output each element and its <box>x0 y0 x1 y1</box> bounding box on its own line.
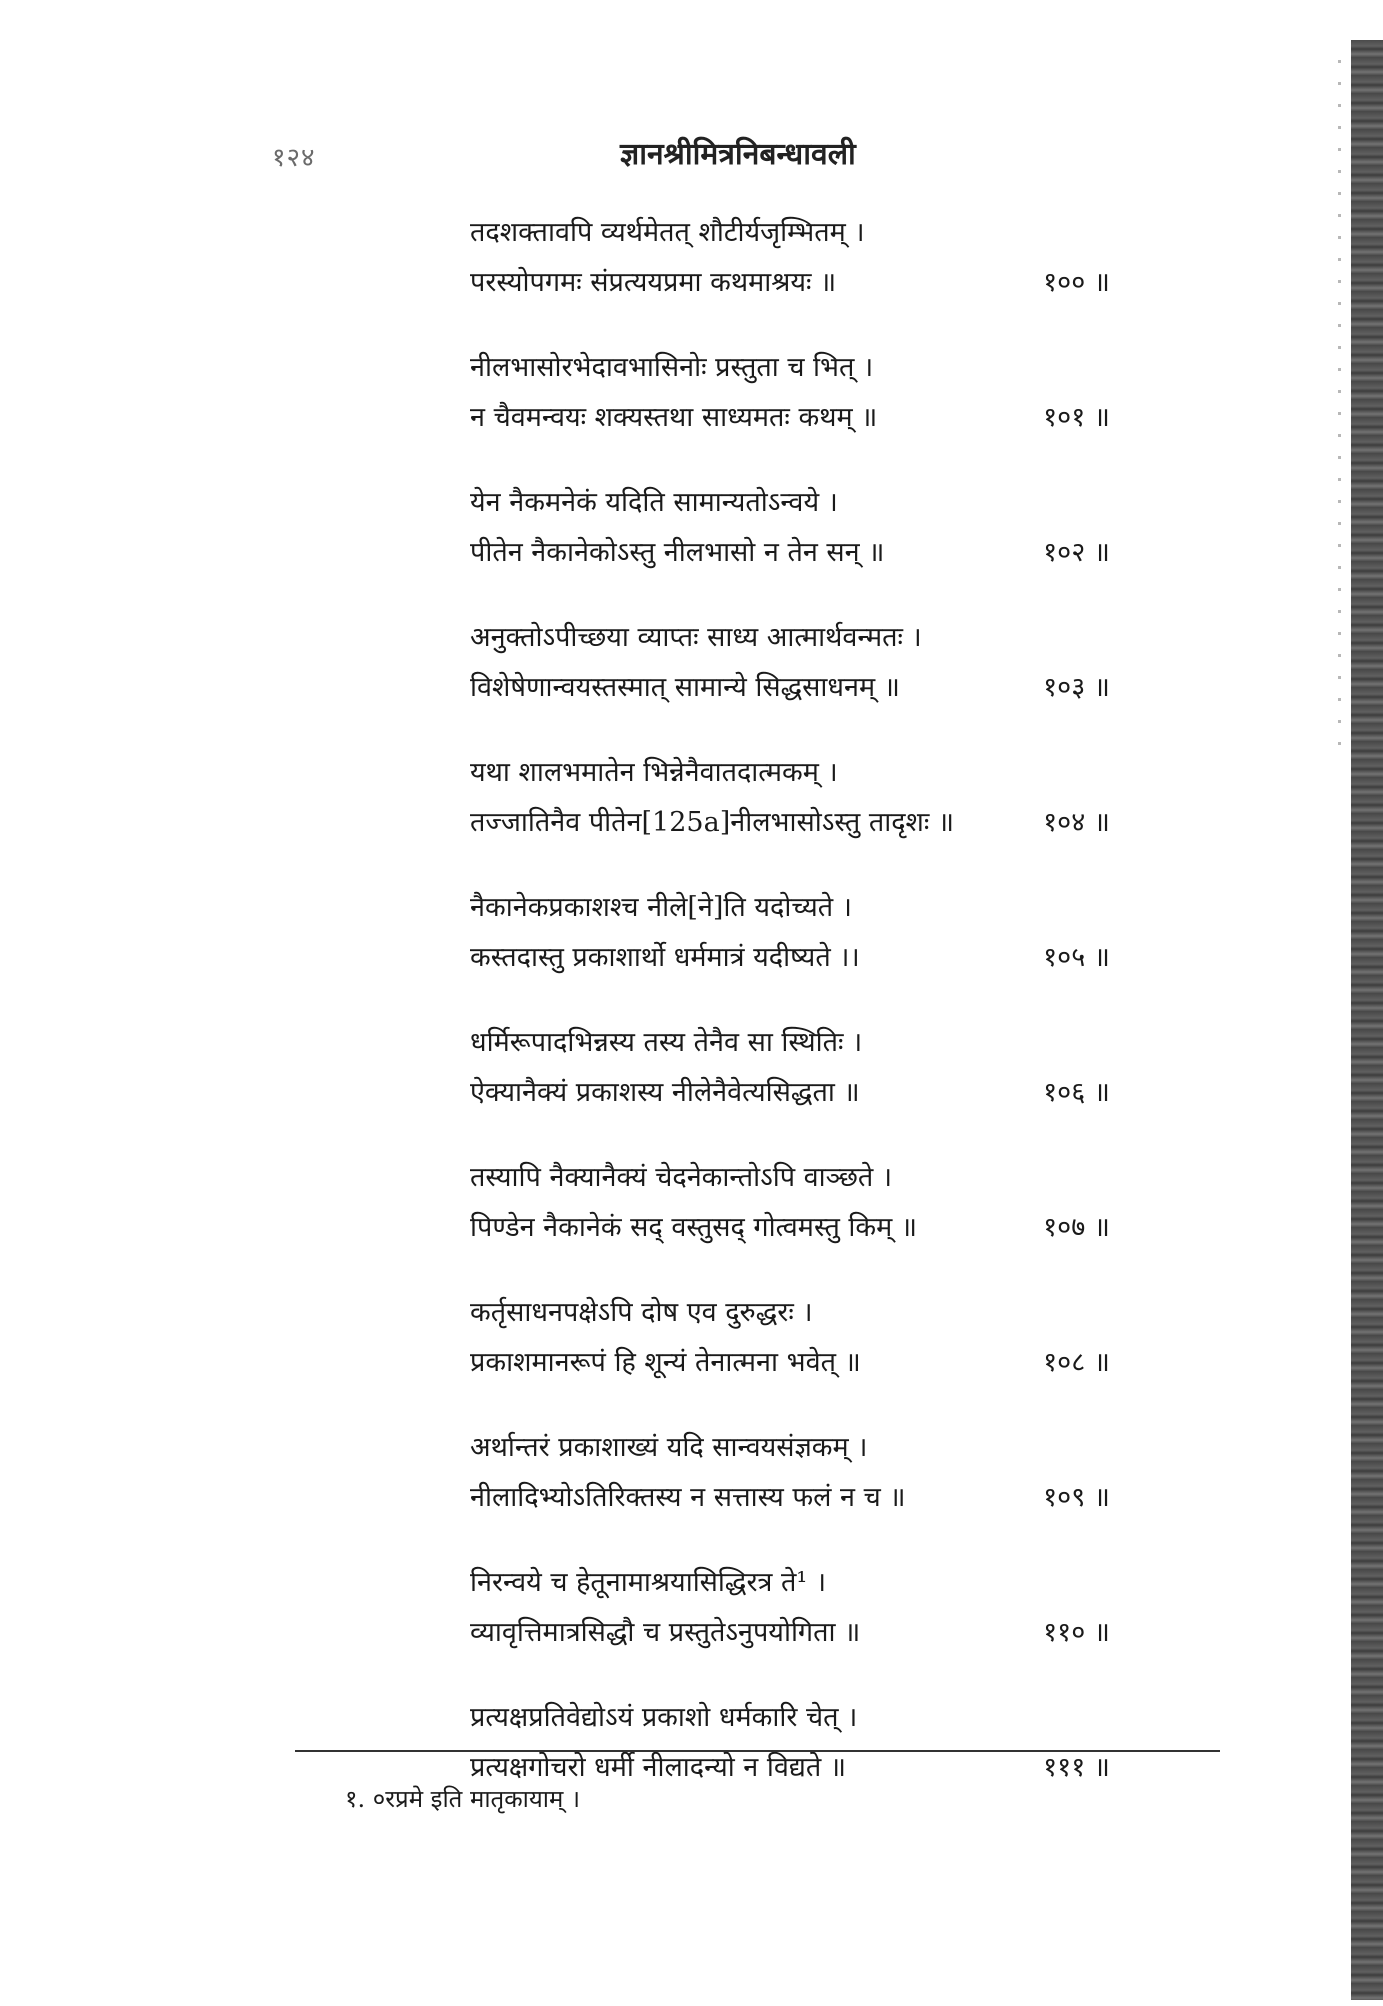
verse-line-b <box>470 1203 1110 1253</box>
verse-number: १०० ॥ <box>1043 267 1110 298</box>
verse-text: न चैवमन्वयः शक्यस्तथा साध्यमतः कथम् ॥ <box>470 402 878 433</box>
verse-text: कस्तदास्तु प्रकाशार्थो धर्ममात्रं यदीष्यते ।। <box>470 942 860 973</box>
verse-text: नीलादिभ्योऽतिरिक्तस्य न सत्तास्य फलं न च ॥ <box>470 1482 906 1513</box>
verse-number: १०८ ॥ <box>1043 1347 1110 1378</box>
verse-line-a: तस्यापि नैक्यानैक्यं चेदनेकान्तोऽपि वाञ्छते । <box>470 1162 893 1193</box>
verse-number: १११ ॥ <box>1043 1752 1110 1783</box>
verse-101 <box>470 343 1110 478</box>
verse-102 <box>470 478 1110 613</box>
footnote: १. ०रप्रमे इति मातृकायाम् । <box>345 1785 581 1813</box>
verse-text: पिण्डेन नैकानेकं सद् वस्तुसद् गोत्वमस्तु किम् ॥ <box>470 1212 918 1243</box>
verse-text: तज्जातिनैव पीतेन[125a]नीलभासोऽस्तु तादृशः ॥ <box>470 807 955 838</box>
scan-edge-shadow <box>1351 40 1383 2000</box>
verse-number: १०५ ॥ <box>1043 942 1110 973</box>
verse-number: १०४ ॥ <box>1043 807 1110 838</box>
verse-text: परस्योपगमः संप्रत्ययप्रमा कथमाश्रयः ॥ <box>470 267 837 298</box>
verse-line-a: येन नैकमनेकं यदिति सामान्यतोऽन्वये । <box>470 487 838 518</box>
verse-107 <box>470 1153 1110 1288</box>
verse-109 <box>470 1423 1110 1558</box>
page-number: १२४ <box>272 143 316 173</box>
verse-line-a: नैकानेकप्रकाशश्च नीले[ने]ति यदोच्यते । <box>470 892 852 923</box>
verse-number: ११० ॥ <box>1043 1617 1110 1648</box>
verse-110 <box>470 1558 1110 1693</box>
verse-108 <box>470 1288 1110 1423</box>
verse-text: व्यावृत्तिमात्रसिद्धौ च प्रस्तुतेऽनुपयोगिता ॥ <box>470 1617 861 1648</box>
verse-line-b <box>470 798 1110 848</box>
verse-104 <box>470 748 1110 883</box>
verse-line-b <box>470 1068 1110 1118</box>
verse-line-b <box>470 663 1110 713</box>
verse-number: १०२ ॥ <box>1043 537 1110 568</box>
verse-line-a: नीलभासोरभेदावभासिनोः प्रस्तुता च भित् । <box>470 352 874 383</box>
verse-100 <box>470 208 1110 343</box>
verse-number: १०७ ॥ <box>1043 1212 1110 1243</box>
verse-text: विशेषेणान्वयस्तस्मात् सामान्ये सिद्धसाधनम् ॥ <box>470 672 900 703</box>
verse-text: प्रत्यक्षगोचरो धर्मी नीलादन्यो न विद्यते ॥ <box>470 1752 847 1783</box>
verse-number: १०१ ॥ <box>1043 402 1110 433</box>
verse-line-a: अनुक्तोऽपीच्छया व्याप्तः साध्य आत्मार्थवन्मतः । <box>470 622 922 653</box>
verse-line-b <box>470 933 1110 983</box>
verse-line-b <box>470 528 1110 578</box>
verse-line-a: यथा शालभमातेन भिन्नेनैवातदात्मकम् । <box>470 757 838 788</box>
verse-line-b <box>470 1473 1110 1523</box>
verse-103 <box>470 613 1110 748</box>
verse-line-a: प्रत्यक्षप्रतिवेद्योऽयं प्रकाशो धर्मकारि चेत् । <box>470 1702 858 1733</box>
verse-line-a: कर्तृसाधनपक्षेऽपि दोष एव दुरुद्धरः । <box>470 1297 813 1328</box>
verse-text: प्रकाशमानरूपं हि शून्यं तेनात्मना भवेत् ॥ <box>470 1347 861 1378</box>
verse-line-a: तदशक्तावपि व्यर्थमेतत् शौटीर्यजृम्भितम् । <box>470 217 865 248</box>
verse-106 <box>470 1018 1110 1153</box>
verse-line-a: अर्थान्तरं प्रकाशाख्यं यदि सान्वयसंज्ञकम् । <box>470 1432 868 1463</box>
verse-list <box>470 208 1110 1828</box>
footnote-divider <box>295 1750 1220 1752</box>
verse-number: १०९ ॥ <box>1043 1482 1110 1513</box>
verse-line-b <box>470 1338 1110 1388</box>
verse-105 <box>470 883 1110 1018</box>
verse-text: पीतेन नैकानेकोऽस्तु नीलभासो न तेन सन् ॥ <box>470 537 885 568</box>
verse-line-b <box>470 393 1110 443</box>
scan-edge-dots <box>1338 60 1341 760</box>
verse-number: १०३ ॥ <box>1043 672 1110 703</box>
verse-number: १०६ ॥ <box>1043 1077 1110 1108</box>
running-title: ज्ञानश्रीमित्रनिबन्धावली <box>620 137 856 172</box>
verse-line-a: निरन्वये च हेतूनामाश्रयासिद्धिरत्र ते¹ । <box>470 1567 827 1598</box>
verse-line-b <box>470 258 1110 308</box>
verse-line-a: धर्मिरूपादभिन्नस्य तस्य तेनैव सा स्थितिः । <box>470 1027 863 1058</box>
verse-text: ऐक्यानैक्यं प्रकाशस्य नीलेनैवेत्यसिद्धता ॥ <box>470 1077 860 1108</box>
verse-line-b <box>470 1608 1110 1658</box>
